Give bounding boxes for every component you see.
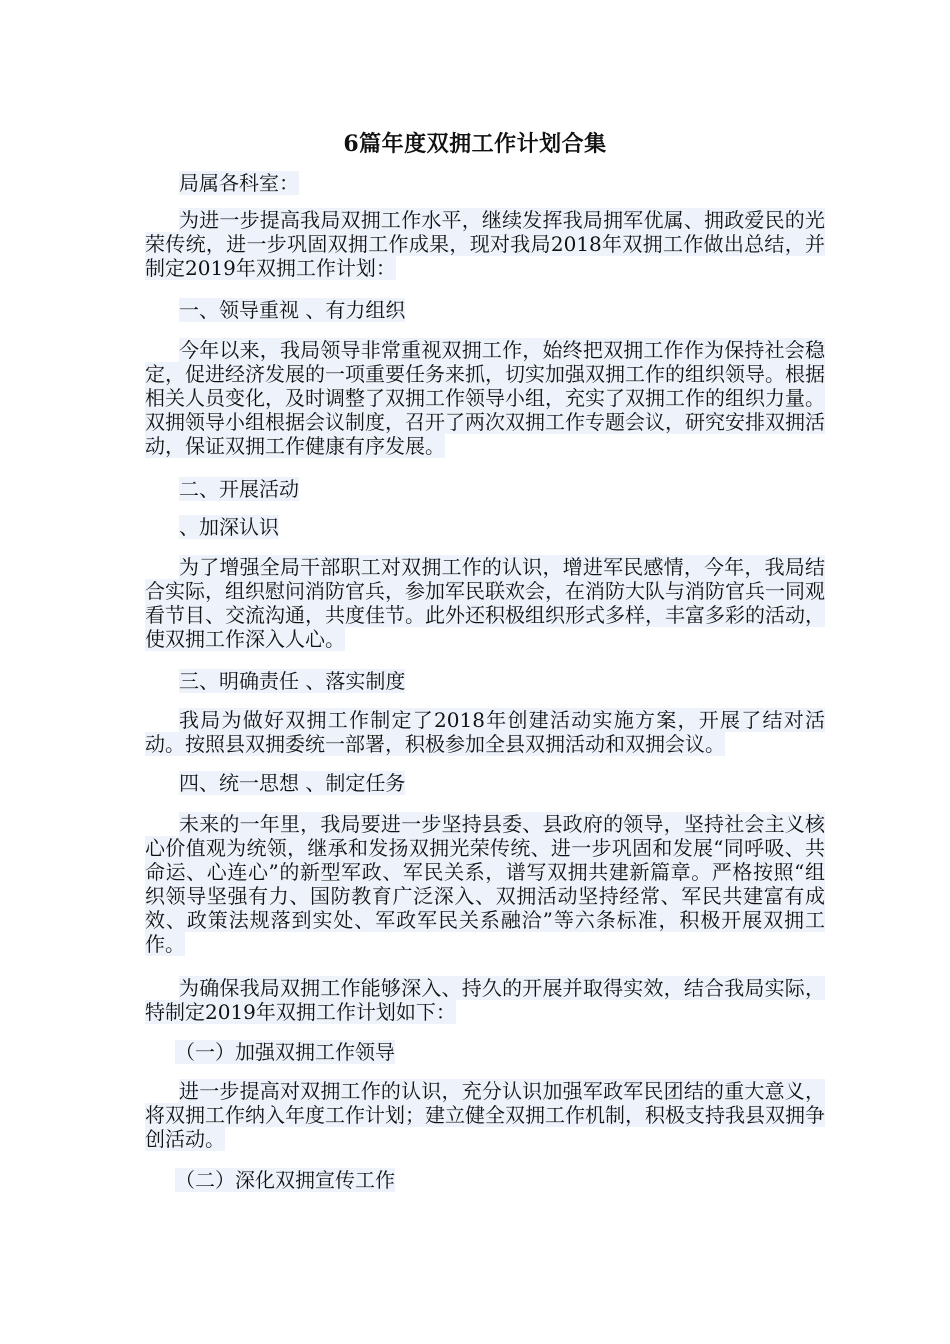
subheading-deepen-understanding: 、加深认识 — [179, 515, 279, 539]
section-heading-2: 二、开展活动 — [179, 477, 299, 501]
section-1-paragraph: 今年以来，我局领导非常重视双拥工作，始终把双拥工作作为保持社会稳定，促进经济发展的一项重要任务来抓，切实加强双拥工作的组织领导。根据相关人员变化，及时调整了双拥工作领导小组，充实了双拥工作的组织力量。双拥领导小组根据会议制度，召开了两次双拥工作专题会议，研究安排双拥活动，保证双拥工作健康有序发展。 — [145, 338, 825, 458]
plan-item-1-heading: （一）加强双拥工作领导 — [175, 1040, 395, 1064]
section-2-paragraph: 为了增强全局干部职工对双拥工作的认识，增进军民感情，今年，我局结合实际，组织慰问消防官兵，参加军民联欢会，在消防大队与消防官兵一同观看节目、交流沟通，共度佳节。此外还积极组织形式多样，丰富多彩的活动，使双拥工作深入人心。 — [145, 555, 825, 651]
section-3-paragraph: 我局为做好双拥工作制定了2018年创建活动实施方案，开展了结对活动。按照县双拥委统一部署，积极参加全县双拥活动和双拥会议。 — [145, 708, 825, 756]
plan-item-1-paragraph: 进一步提高对双拥工作的认识，充分认识加强军政军民团结的重大意义，将双拥工作纳入年度工作计划；建立健全双拥工作机制，积极支持我县双拥争创活动。 — [145, 1079, 825, 1151]
section-heading-1: 一、领导重视 、有力组织 — [179, 298, 406, 322]
document-title: 6篇年度双拥工作计划合集 — [343, 131, 607, 157]
intro-paragraph: 为进一步提高我局双拥工作水平，继续发挥我局拥军优属、拥政爱民的光荣传统，进一步巩固双拥工作成果，现对我局2018年双拥工作做出总结，并制定2019年双拥工作计划： — [145, 208, 825, 280]
plan-item-2-heading: （二）深化双拥宣传工作 — [175, 1168, 395, 1192]
plan-intro-paragraph: 为确保我局双拥工作能够深入、持久的开展并取得实效，结合我局实际，特制定2019年双拥工作计划如下： — [145, 976, 825, 1024]
section-heading-3: 三、明确责任 、落实制度 — [179, 669, 406, 693]
salutation: 局属各科室： — [179, 171, 299, 195]
section-4-paragraph: 未来的一年里，我局要进一步坚持县委、县政府的领导，坚持社会主义核心价值观为统领，继承和发扬双拥光荣传统、进一步巩固和发展“同呼吸、共命运、心连心”的新型军政、军民关系，谱写双拥共建新篇章。严格按照“组织领导坚强有力、国防教育广泛深入、双拥活动坚持经常、军民共建富有成效、政策法规落到实处、军政军民关系融洽”等六条标准，积极开展双拥工作。 — [145, 812, 825, 956]
section-heading-4: 四、统一思想 、制定任务 — [179, 771, 406, 795]
